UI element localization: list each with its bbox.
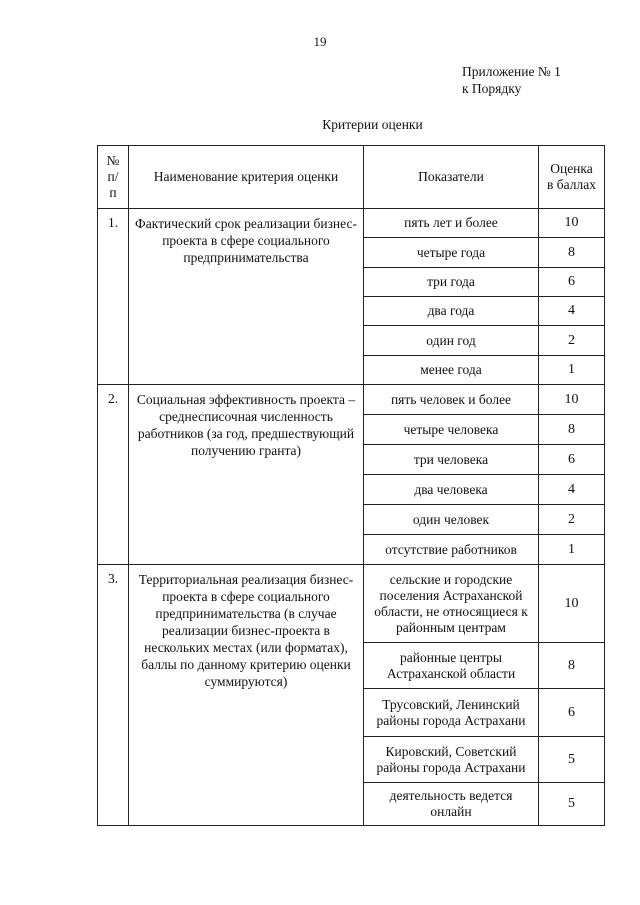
criterion-name: Фактический срок реализации бизнес-проекта в сфере социального предпринимательства: [129, 209, 364, 385]
score-cell: 10: [539, 385, 605, 415]
table-row: [98, 565, 605, 643]
table-row: [98, 385, 605, 415]
score-cell: 4: [539, 297, 605, 326]
score-cell: 4: [539, 475, 605, 505]
indicator-cell: сельские и городские поселения Астраханской области, не относящиеся к районным центрам: [364, 565, 539, 643]
header-score: Оценка в баллах: [539, 146, 605, 209]
score-cell: 8: [539, 415, 605, 445]
appendix-reference: [462, 63, 561, 97]
indicator-cell: один год: [364, 326, 539, 356]
indicator-cell: три человека: [364, 445, 539, 475]
criteria-table: [97, 145, 605, 826]
score-cell: 10: [539, 209, 605, 238]
indicator-cell: четыре года: [364, 238, 539, 268]
criterion-name: Территориальная реализация бизнес-проекта в сфере социального предпринимательства (в случае реализации бизнес-проекта в нескольких местах (или форматах), баллы по данному критерию оценки суммируются): [129, 565, 364, 826]
indicator-cell: пять человек и более: [364, 385, 539, 415]
document-title: Критерии оценки: [322, 117, 423, 132]
page-number: 19: [313, 34, 327, 49]
indicator-cell: районные центры Астраханской области: [364, 643, 539, 689]
header-indicators: Показатели: [364, 146, 539, 209]
header-criterion: Наименование критерия оценки: [129, 146, 364, 209]
appendix-line-1: Приложение № 1: [462, 64, 561, 79]
indicator-cell: менее года: [364, 356, 539, 385]
appendix-line-2: к Порядку: [462, 81, 522, 96]
table-header-row: [98, 146, 605, 209]
criterion-number: 3.: [98, 565, 129, 826]
indicator-cell: отсутствие работников: [364, 535, 539, 565]
indicator-cell: три года: [364, 268, 539, 297]
indicator-cell: Кировский, Советский районы города Астрахани: [364, 737, 539, 783]
score-cell: 6: [539, 689, 605, 737]
score-cell: 1: [539, 535, 605, 565]
table-row: [98, 209, 605, 238]
score-cell: 6: [539, 445, 605, 475]
score-cell: 6: [539, 268, 605, 297]
indicator-cell: Трусовский, Ленинский районы города Астрахани: [364, 689, 539, 737]
indicator-cell: четыре человека: [364, 415, 539, 445]
criterion-name: Социальная эффективность проекта – среднесписочная численность работников (за год, предшествующий получению гранта): [129, 385, 364, 565]
criterion-number: 1.: [98, 209, 129, 385]
header-num: № п/п: [98, 146, 129, 209]
score-cell: 8: [539, 238, 605, 268]
indicator-cell: деятельность ведется онлайн: [364, 783, 539, 826]
indicator-cell: два человека: [364, 475, 539, 505]
score-cell: 1: [539, 356, 605, 385]
score-cell: 2: [539, 326, 605, 356]
score-cell: 8: [539, 643, 605, 689]
score-cell: 2: [539, 505, 605, 535]
indicator-cell: один человек: [364, 505, 539, 535]
indicator-cell: два года: [364, 297, 539, 326]
score-cell: 10: [539, 565, 605, 643]
score-cell: 5: [539, 783, 605, 826]
score-cell: 5: [539, 737, 605, 783]
criterion-number: 2.: [98, 385, 129, 565]
indicator-cell: пять лет и более: [364, 209, 539, 238]
